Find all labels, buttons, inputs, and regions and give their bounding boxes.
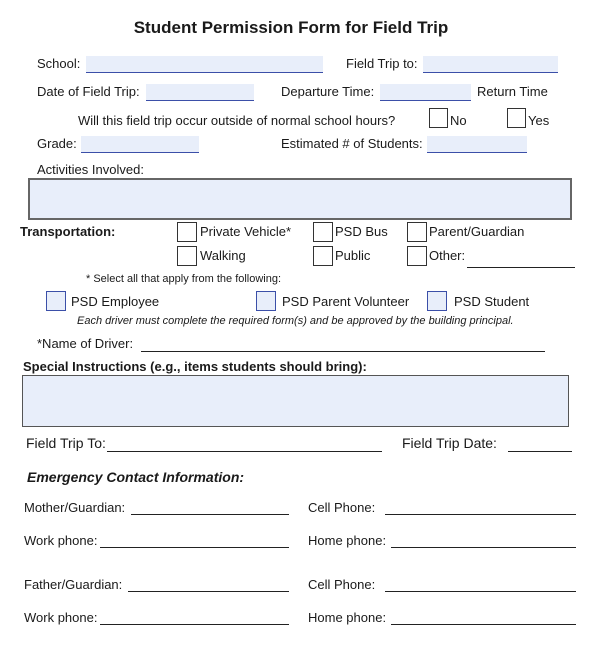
special-instructions-textarea[interactable]: [22, 375, 569, 427]
emergency-contact-heading: Emergency Contact Information:: [27, 469, 245, 485]
private-vehicle-label: Private Vehicle*: [200, 224, 292, 239]
psd-parent-volunteer-label: PSD Parent Volunteer: [282, 294, 410, 309]
return-time-label: Return Time: [477, 84, 548, 99]
public-label: Public: [335, 248, 371, 263]
field-trip-date-input[interactable]: [508, 451, 572, 452]
select-all-note: * Select all that apply from the following:: [86, 273, 282, 285]
field-trip-to-label: Field Trip to:: [346, 56, 418, 71]
name-of-driver-label: *Name of Driver:: [37, 336, 134, 351]
estimated-students-input[interactable]: [427, 136, 527, 153]
yes-checkbox[interactable]: [507, 108, 526, 128]
name-of-driver-input[interactable]: [141, 351, 545, 352]
estimated-students-label: Estimated # of Students:: [281, 136, 423, 151]
driver-note: Each driver must complete the required form(s) and be approved by the building principal.: [77, 315, 514, 327]
mother-guardian-input[interactable]: [131, 514, 289, 515]
home-phone-2-label: Home phone:: [308, 610, 387, 625]
father-guardian-input[interactable]: [128, 591, 289, 592]
cell-phone-1-label: Cell Phone:: [308, 500, 376, 515]
home-phone-1-label: Home phone:: [308, 533, 387, 548]
parent-guardian-label: Parent/Guardian: [429, 224, 525, 239]
public-checkbox[interactable]: [313, 246, 333, 266]
work-phone-1-input[interactable]: [100, 547, 289, 548]
walking-checkbox[interactable]: [177, 246, 197, 266]
other-label: Other:: [429, 248, 466, 263]
school-input[interactable]: [86, 56, 323, 73]
cell-phone-2-input[interactable]: [385, 591, 576, 592]
cell-phone-2-label: Cell Phone:: [308, 577, 376, 592]
yes-label: Yes: [528, 113, 550, 128]
psd-student-checkbox[interactable]: [427, 291, 447, 311]
psd-bus-label: PSD Bus: [335, 224, 388, 239]
father-guardian-label: Father/Guardian:: [24, 577, 123, 592]
field-trip-to-2-label: Field Trip To:: [26, 435, 106, 451]
grade-label: Grade:: [37, 136, 77, 151]
grade-input[interactable]: [81, 136, 199, 153]
work-phone-2-label: Work phone:: [24, 610, 98, 625]
form-title: Student Permission Form for Field Trip: [133, 18, 449, 37]
home-phone-1-input[interactable]: [391, 547, 576, 548]
psd-bus-checkbox[interactable]: [313, 222, 333, 242]
activities-label: Activities Involved:: [37, 162, 144, 177]
work-phone-1-label: Work phone:: [24, 533, 98, 548]
departure-time-label: Departure Time:: [281, 84, 375, 99]
psd-student-label: PSD Student: [454, 294, 530, 309]
walking-label: Walking: [200, 248, 246, 263]
departure-time-input[interactable]: [380, 84, 471, 101]
outside-hours-question: Will this field trip occur outside of normal school hours?: [78, 113, 396, 128]
other-input[interactable]: [467, 251, 575, 268]
mother-guardian-label: Mother/Guardian:: [24, 500, 126, 515]
activities-textarea[interactable]: [28, 178, 572, 220]
psd-employee-checkbox[interactable]: [46, 291, 66, 311]
field-trip-to-input[interactable]: [423, 56, 558, 73]
other-checkbox[interactable]: [407, 246, 427, 266]
field-trip-to-2-input[interactable]: [107, 451, 382, 452]
no-label: No: [450, 113, 467, 128]
psd-employee-label: PSD Employee: [71, 294, 160, 309]
home-phone-2-input[interactable]: [391, 624, 576, 625]
private-vehicle-checkbox[interactable]: [177, 222, 197, 242]
psd-parent-volunteer-checkbox[interactable]: [256, 291, 276, 311]
work-phone-2-input[interactable]: [100, 624, 289, 625]
no-checkbox[interactable]: [429, 108, 448, 128]
date-of-field-trip-label: Date of Field Trip:: [37, 84, 140, 99]
parent-guardian-checkbox[interactable]: [407, 222, 427, 242]
date-of-field-trip-input[interactable]: [146, 84, 254, 101]
cell-phone-1-input[interactable]: [385, 514, 576, 515]
school-label: School:: [37, 56, 81, 71]
field-trip-date-label: Field Trip Date:: [402, 435, 497, 451]
special-instructions-label: Special Instructions (e.g., items students should bring):: [23, 359, 367, 374]
transportation-label: Transportation:: [20, 224, 116, 239]
